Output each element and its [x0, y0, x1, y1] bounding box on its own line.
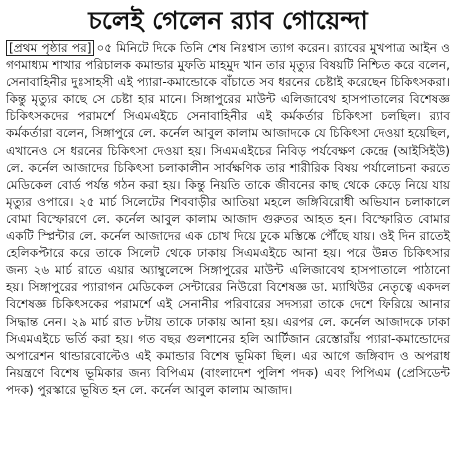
headline: চলেই গেলেন র‍্যাব গোয়েন্দা — [88, 6, 368, 35]
continuation-tag: [প্রথম পৃষ্ঠার পর] — [6, 40, 94, 56]
body-paragraph: ০৫ মিনিটে দিকে তিনি শেষ নিঃশ্বাস ত্যাগ করেন। র‍্যাবের মুখপাত্র আইন ও গণমাধ্যম শাখার পরিচালক কমান্ডার মুফতি মাহমুদ খান তার মৃত্যুর বিষয়টি নিশ্চিত করে বলেন, সেনাবাহিনীর দুঃসাহসী এই প্যারা-কমান্ডোকে বাঁচাতে সব ধরনের চেষ্টাই করেছেন চিকিৎসকরা। কিন্তু মৃত্যুর কাছে সে চেষ্টা হার মানে। সিঙ্গাপুরের মাউন্ট এলিজাবেথ হাসপাতালের বিশেষজ্ঞ চিকিৎসকদের পরামর্শে সিএমএইচে সেনাবাহিনীর এই কর্মকর্তার চিকিৎসা চলছিল। র‍্যাব কর্মকর্তারা বলেন, সিঙ্গাপুরে লে. কর্নেল আবুল কালাম আজাদকে যে চিকিৎসা দেওয়া হয়েছিল, এখানেও সে ধরনের চিকিৎসা দেওয়া হয়। সিএমএইচের নিবিড় পর্যবেক্ষণ কেন্দ্রে (আইসিইউ) লে. কর্নেল আজাদের চিকিৎসা চলাকালীন সার্বক্ষণিক তার শারীরিক বিষয় পর্যালোচনা করতে মেডিকেল বোর্ড পর্যন্ত গঠন করা হয়। কিন্তু নিয়তি তাকে জীবনের কাছ থেকে কেড়ে নিয়ে যায় মৃত্যুর ওপারে। ২৫ মার্চ সিলেটের শিববাড়ীর আতিয়া মহলে জঙ্গিবিরোধী অভিযান চলাকালে বোমা বিস্ফোরণে লে. কর্নেল আবুল কালাম আজাদ গুরুতর আহত হন। বিস্ফোরিত বোমার একটি স্প্লিন্টার লে. কর্নেল আজাদের এক চোখ দিয়ে ঢুকে মস্তিষ্কে পৌঁছে যায়। ওই দিন রাতেই হেলিকপ্টারে করে তাকে সিলেট থেকে ঢাকায় সিএমএইচে আনা হয়। পরে উন্নত চিকিৎসার জন্য ২৬ মার্চ রাতে এয়ার অ্যাম্বুলেন্সে সিঙ্গাপুরের মাউন্ট এলিজাবেথ হাসপাতালে পাঠানো হয়। সিঙ্গাপুরের প্যারাগন মেডিকেল সেন্টারের নিউরো বিশেষজ্ঞ ডা. ম্যাথিউর নেতৃত্বে একদল বিশেষজ্ঞ চিকিৎসকের পরামর্শে এই সেনানীর পরিবারের সদস্যরা তাকে দেশে ফিরিয়ে আনার সিদ্ধান্ত নেন। ২৯ মার্চ রাত ৮টায় তাকে ঢাকায় আনা হয়। এরপর লে. কর্নেল আজাদকে ঢাকা সিএমএইচে ভর্তি করা হয়। গত বছর গুলশানের হলি আর্টিজান রেস্তোরাঁয় প্যারা-কমান্ডোদের অপারেশন থান্ডারবোল্টেও এই কমান্ডার বিশেষ ভূমিকা ছিল। এর আগে জঙ্গিবাদ ও অপরাধ নিয়ন্ত্রণে বিশেষ ভূমিকার জন্য বিপিএম (বাংলাদেশ পুলিশ পদক) এবং পিপিএম (প্রেসিডেন্ট পদক) পুরস্কারে ভূষিত হন লে. কর্নেল আবুল কালাম আজাদ। — [6, 41, 451, 397]
article-body — [6, 40, 450, 399]
